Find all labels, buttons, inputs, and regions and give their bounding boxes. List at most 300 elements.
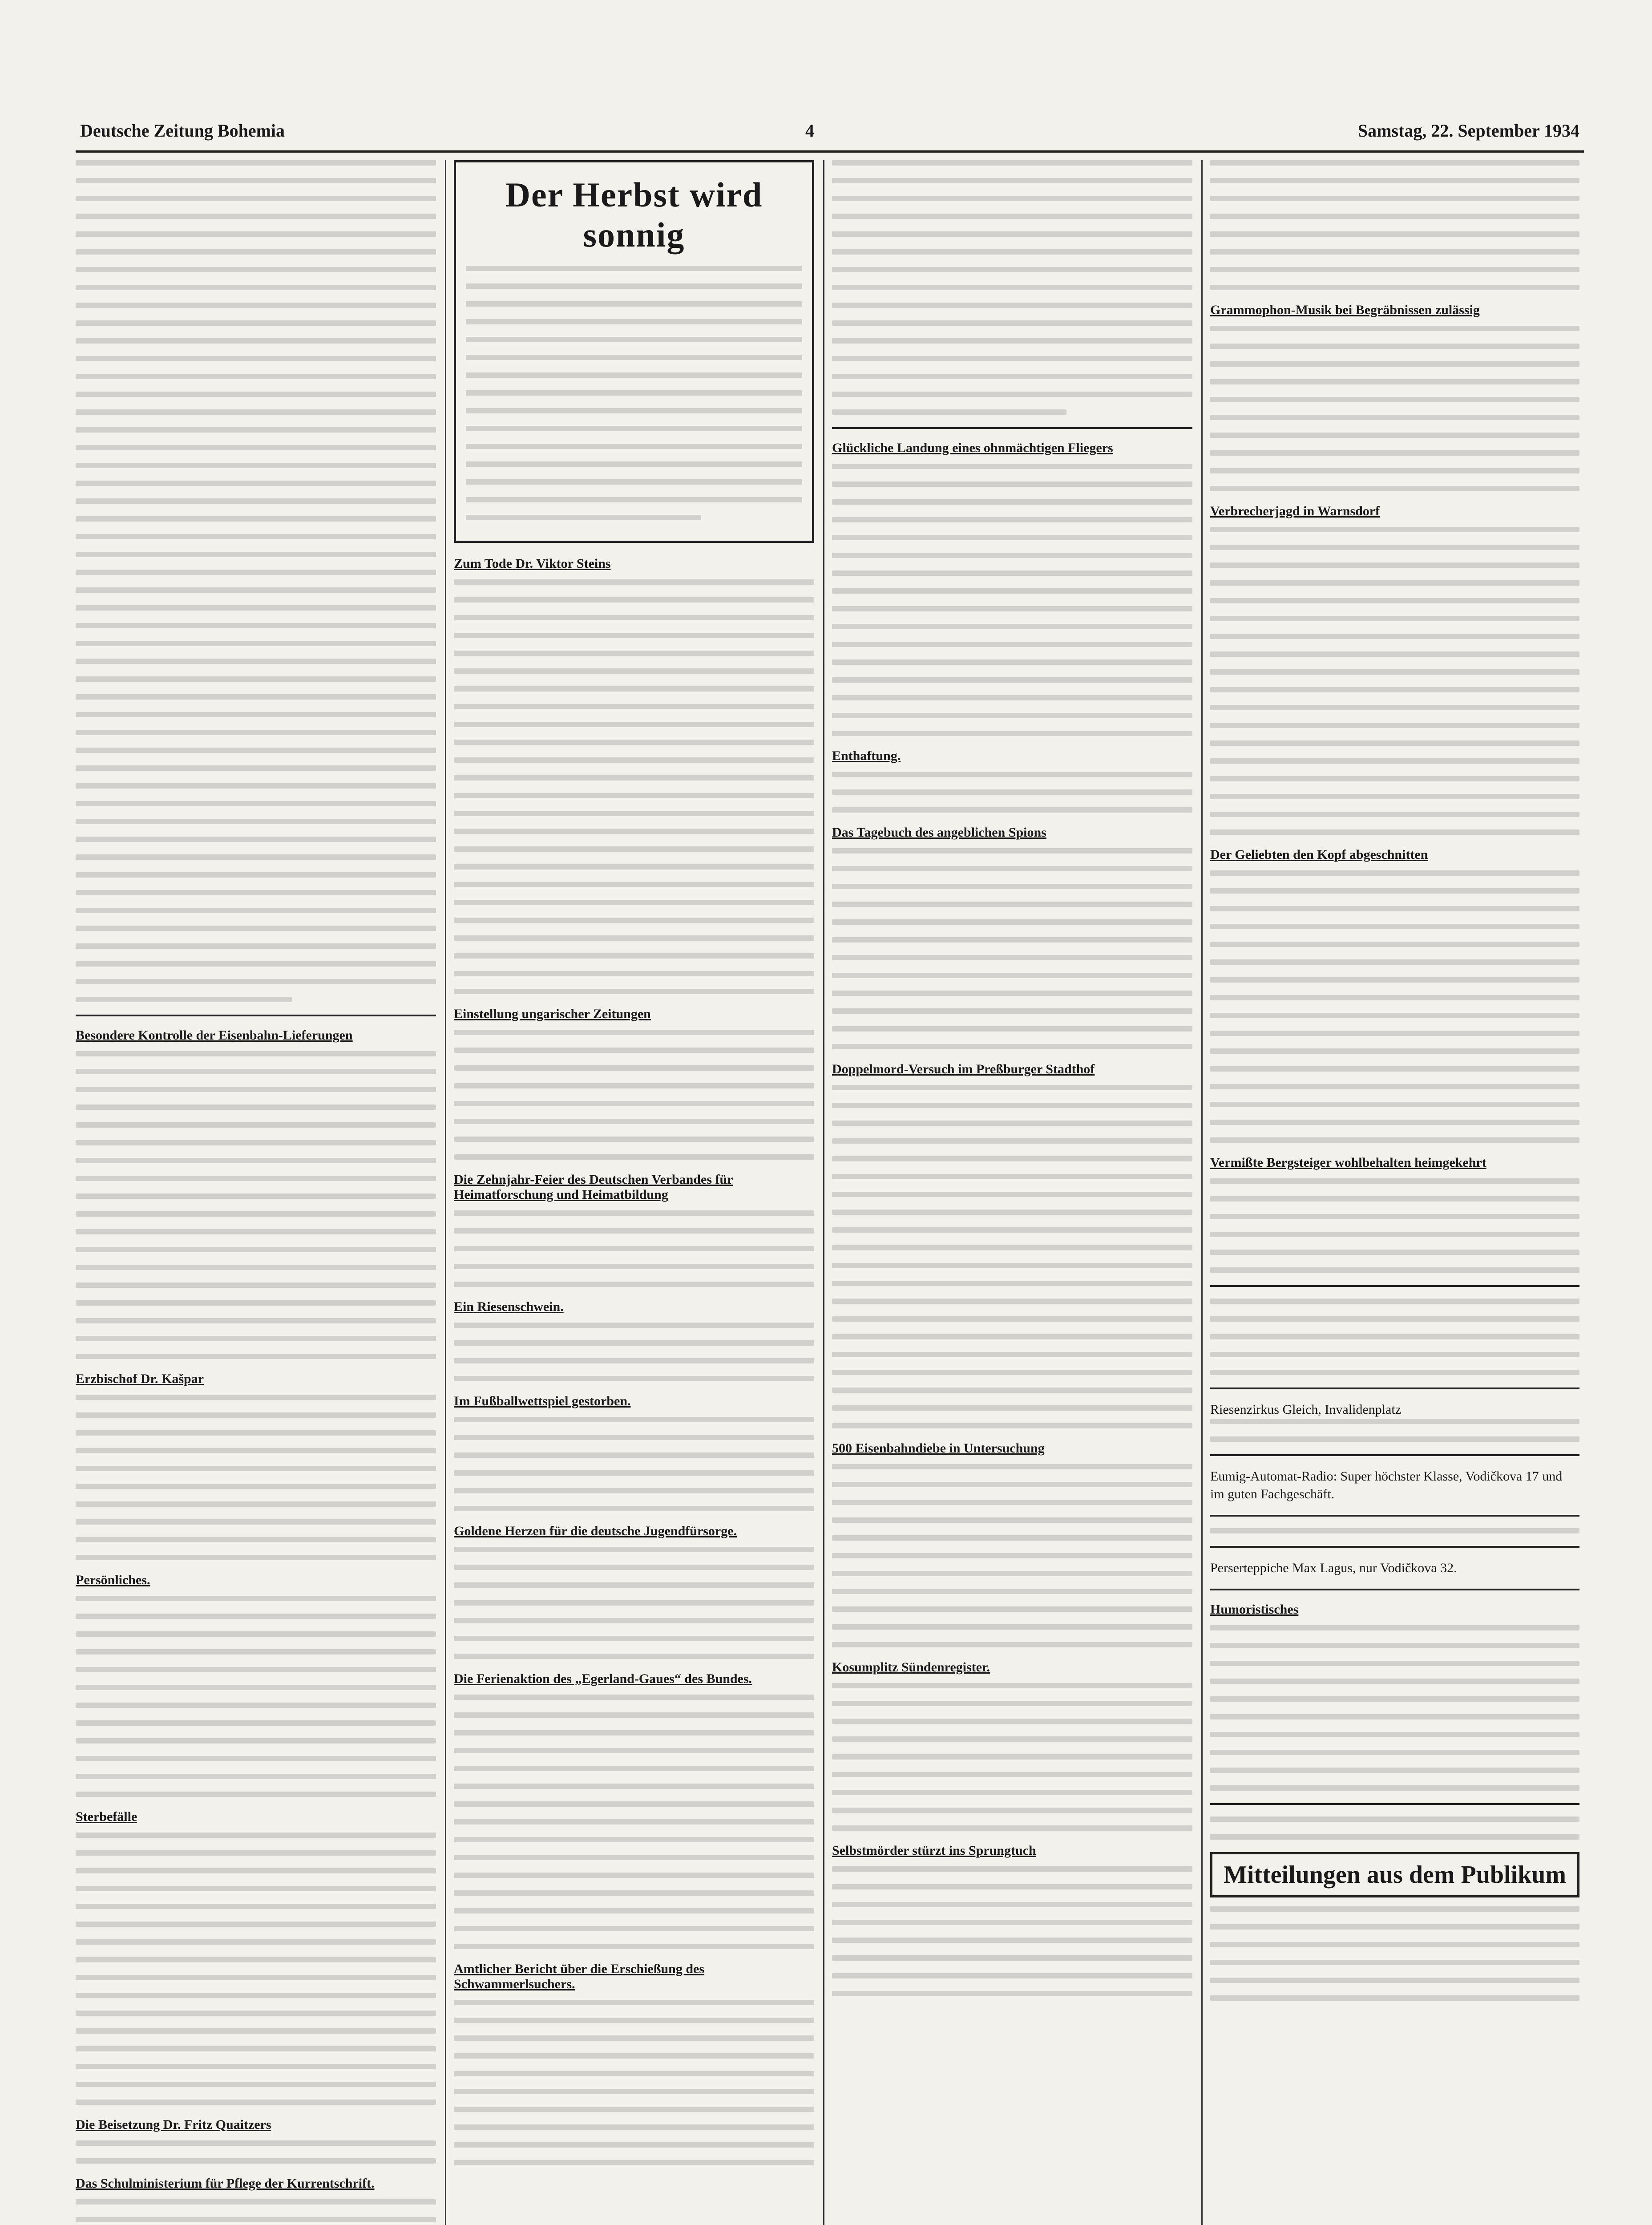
text-line: [76, 908, 436, 913]
text-line: [832, 409, 1066, 415]
text-line: [454, 1855, 814, 1860]
text-line: [466, 497, 802, 502]
text-line: [1210, 977, 1579, 983]
text-line: [832, 1044, 1192, 1049]
text-line: [466, 408, 802, 413]
text-line: [832, 973, 1192, 978]
text-line: [76, 943, 436, 949]
text-line: [454, 989, 814, 994]
text-line: [76, 1247, 436, 1252]
text-line: [454, 757, 814, 763]
text-line: [832, 1156, 1192, 1161]
page-number: 4: [805, 121, 814, 141]
text-line: [832, 1991, 1192, 1996]
text-line: [76, 2140, 436, 2146]
article-head: Selbstmörder stürzt ins Sprungtuch: [832, 1843, 1036, 1858]
text-line: [454, 1358, 814, 1363]
text-line: [76, 1282, 436, 1288]
text-line: [454, 686, 814, 692]
text-line: [454, 2160, 814, 2165]
text-line: [76, 1756, 436, 1761]
text-line: [76, 1614, 436, 1619]
text-line: [454, 2053, 814, 2059]
text-line: [466, 301, 802, 307]
text-line: [832, 1103, 1192, 1108]
section-rule: [1210, 1285, 1579, 1287]
text-line: [454, 900, 814, 905]
text-line: [1210, 196, 1579, 201]
text-line: [832, 1553, 1192, 1558]
text-line: [466, 390, 802, 396]
article-head: Zum Tode Dr. Viktor Steins: [454, 556, 611, 571]
text-line: [832, 1589, 1192, 1594]
text-line: [832, 1517, 1192, 1523]
text-line: [1210, 1816, 1579, 1822]
text-line: [454, 1547, 814, 1552]
text-line: [76, 1868, 436, 1873]
text-line: [454, 1065, 814, 1071]
text-line: [1210, 723, 1579, 728]
text-line: [832, 1210, 1192, 1215]
text-line: [76, 338, 436, 344]
section-rule: [76, 1015, 436, 1016]
newspaper-page: [76, 102, 1584, 2225]
text-line: [832, 789, 1192, 795]
text-line: [76, 1051, 436, 1056]
text-line: [76, 1631, 436, 1637]
text-line: [76, 1685, 436, 1690]
text-line: [454, 651, 814, 656]
text-line: [832, 1405, 1192, 1411]
section-rule: [1210, 1515, 1579, 1517]
text-line: [466, 515, 701, 520]
text-line: [76, 979, 436, 984]
text-line: [832, 1121, 1192, 1126]
text-line: [832, 695, 1192, 700]
text-line: [832, 1754, 1192, 1760]
text-line: [466, 461, 802, 467]
text-line: [76, 712, 436, 717]
text-line: [76, 1104, 436, 1110]
text-line: [1210, 214, 1579, 219]
text-line: [76, 694, 436, 700]
text-line: [454, 2071, 814, 2076]
section-rule: [1210, 1589, 1579, 1590]
text-line: [832, 1464, 1192, 1469]
text-line: [76, 1774, 436, 1779]
text-line: [1210, 740, 1579, 746]
text-line: [76, 427, 436, 433]
text-line: [1210, 634, 1579, 639]
text-line: [454, 1636, 814, 1641]
text-line: [832, 320, 1192, 326]
date-line: Samstag, 22. September 1934: [1357, 121, 1579, 141]
text-line: [832, 1624, 1192, 1630]
text-line: [76, 1354, 436, 1359]
ad-eumig-radio: Eumig-Automat-Radio: Super höchster Klasse, Vodičkova 17 und im guten Fachgeschäft.: [1210, 1469, 1563, 1501]
text-line: [76, 641, 436, 646]
text-line: [832, 356, 1192, 361]
text-line: [76, 231, 436, 237]
text-line: [1210, 1978, 1579, 1983]
text-line: [832, 588, 1192, 594]
text-line: [1210, 1625, 1579, 1630]
text-line: [1210, 1643, 1579, 1648]
text-line: [454, 1695, 814, 1700]
featured-title: Der Herbst wird sonnig: [505, 175, 763, 254]
text-line: [76, 605, 436, 611]
column-4: [1210, 160, 1579, 2225]
section-rule: [832, 427, 1192, 429]
text-line: [454, 1228, 814, 1234]
text-line: [1210, 794, 1579, 799]
text-line: [832, 1316, 1192, 1322]
text-line: [454, 1154, 814, 1160]
text-line: [76, 445, 436, 450]
text-line: [76, 1300, 436, 1306]
text-line: [832, 481, 1192, 487]
text-line: [832, 392, 1192, 397]
text-line: [1210, 1316, 1579, 1322]
text-line: [1210, 1661, 1579, 1666]
text-line: [832, 884, 1192, 889]
text-line: [832, 659, 1192, 665]
text-line: [832, 902, 1192, 907]
text-line: [832, 772, 1192, 777]
section-rule: [1210, 1388, 1579, 1389]
text-line: [454, 1246, 814, 1251]
text-line: [76, 1555, 436, 1560]
text-line: [454, 633, 814, 638]
text-line: [454, 1119, 814, 1124]
text-line: [76, 303, 436, 308]
column-divider: [445, 160, 446, 2225]
article-head: Enthaftung.: [832, 748, 901, 763]
text-line: [76, 498, 436, 504]
text-line: [1210, 580, 1579, 586]
article-head: Vermißte Bergsteiger wohlbehalten heimgekehrt: [1210, 1155, 1486, 1170]
featured-article-box: [454, 160, 814, 543]
text-line: [1210, 1679, 1579, 1684]
article-head: Grammophon-Musik bei Begräbnissen zulässig: [1210, 303, 1480, 317]
mitteilungen-heading: Mitteilungen aus dem Publikum: [1210, 1852, 1579, 1897]
text-line: [76, 1265, 436, 1270]
header-rule: [76, 150, 1584, 153]
text-line: [454, 1137, 814, 1142]
text-line: [832, 1920, 1192, 1925]
text-line: [832, 553, 1192, 558]
text-line: [832, 1227, 1192, 1233]
paper-name: Deutsche Zeitung Bohemia: [80, 121, 285, 141]
text-line: [1210, 995, 1579, 1000]
text-line: [832, 535, 1192, 540]
text-line: [832, 231, 1192, 237]
text-line: [832, 1174, 1192, 1179]
text-line: [454, 1712, 814, 1718]
text-line: [76, 1886, 436, 1891]
text-line: [76, 1850, 436, 1856]
text-line: [832, 1736, 1192, 1742]
article-head: Das Schulministerium für Pflege der Kurrentschrift.: [76, 2176, 375, 2191]
text-line: [1210, 1250, 1579, 1255]
text-line: [832, 499, 1192, 505]
text-line: [832, 1825, 1192, 1831]
text-line: [466, 266, 802, 271]
text-line: [832, 1299, 1192, 1304]
text-line: [832, 1352, 1192, 1357]
text-line: [466, 319, 802, 324]
article-head: Die Beisetzung Dr. Fritz Quaitzers: [76, 2117, 271, 2132]
article-head: Erzbischof Dr. Kašpar: [76, 1371, 204, 1386]
text-line: [76, 1087, 436, 1092]
text-line: [454, 1890, 814, 1896]
article-head: Goldene Herzen für die deutsche Jugendfürsorge.: [454, 1524, 737, 1538]
text-line: [76, 1833, 436, 1838]
text-line: [454, 1837, 814, 1842]
text-line: [454, 1264, 814, 1269]
text-line: [454, 1435, 814, 1440]
text-line: [832, 1085, 1192, 1090]
column-3: [832, 160, 1192, 2225]
text-line: [454, 1376, 814, 1381]
text-line: [1210, 468, 1579, 473]
text-line: [832, 1388, 1192, 1393]
text-line: [454, 918, 814, 923]
text-line: [832, 1026, 1192, 1032]
text-line: [832, 713, 1192, 718]
text-line: [832, 303, 1192, 308]
article-head: Sterbefälle: [76, 1809, 137, 1824]
text-line: [832, 606, 1192, 611]
text-line: [454, 1506, 814, 1511]
text-line: [76, 178, 436, 183]
text-line: [76, 2217, 436, 2222]
text-line: [832, 642, 1192, 647]
text-line: [76, 2064, 436, 2069]
article-head: Doppelmord-Versuch im Preßburger Stadthof: [832, 1062, 1095, 1076]
text-line: [76, 854, 436, 860]
text-line: [832, 1571, 1192, 1576]
text-line: [1210, 160, 1579, 166]
text-line: [832, 677, 1192, 683]
article-head: Die Zehnjahr-Feier des Deutschen Verbandes für Heimatforschung und Heimatbildung: [454, 1172, 733, 1202]
text-line: [454, 1766, 814, 1771]
text-line: [1210, 178, 1579, 183]
text-line: [76, 552, 436, 557]
text-line: [454, 1565, 814, 1570]
text-line: [1210, 415, 1579, 420]
text-line: [76, 1211, 436, 1217]
text-line: [832, 1866, 1192, 1872]
text-line: [1210, 1785, 1579, 1791]
text-line: [1210, 486, 1579, 491]
text-line: [76, 516, 436, 522]
text-line: [76, 196, 436, 201]
text-line: [1210, 669, 1579, 675]
text-line: [832, 1482, 1192, 1487]
article-head: Kosumplitz Sündenregister.: [832, 1660, 990, 1675]
text-line: [76, 481, 436, 486]
text-line: [832, 807, 1192, 813]
article-head: Amtlicher Bericht über die Erschießung des Schwammerlsuchers.: [454, 1962, 705, 1991]
text-line: [76, 1537, 436, 1542]
ad-riesenzirkus: Riesenzirkus Gleich, Invalidenplatz: [1210, 1402, 1402, 1417]
text-line: [454, 882, 814, 887]
text-line: [76, 267, 436, 272]
text-line: [76, 320, 436, 326]
column-divider: [1201, 160, 1203, 2225]
section-rule: [1210, 1546, 1579, 1548]
text-line: [454, 1784, 814, 1789]
text-line: [1210, 1352, 1579, 1357]
article-head: Glückliche Landung eines ohnmächtigen Fliegers: [832, 441, 1113, 455]
text-line: [454, 2142, 814, 2148]
text-line: [1210, 906, 1579, 911]
text-line: [832, 1955, 1192, 1961]
text-line: [1210, 397, 1579, 402]
text-line: [832, 178, 1192, 183]
text-line: [76, 1448, 436, 1453]
text-line: [1210, 1419, 1579, 1424]
text-line: [832, 848, 1192, 854]
text-line: [76, 1649, 436, 1655]
text-line: [832, 1938, 1192, 1943]
text-line: [76, 1412, 436, 1418]
text-line: [832, 1423, 1192, 1428]
text-line: [454, 2107, 814, 2112]
text-line: [1210, 651, 1579, 657]
text-line: [832, 955, 1192, 960]
text-line: [1210, 1267, 1579, 1273]
text-line: [832, 160, 1192, 166]
text-line: [1210, 527, 1579, 532]
text-line: [1210, 758, 1579, 764]
text-line: [76, 1395, 436, 1400]
text-line: [454, 775, 814, 781]
text-line: [832, 1535, 1192, 1541]
text-line: [454, 829, 814, 834]
text-line: [454, 1908, 814, 1914]
text-line: [1210, 888, 1579, 894]
text-line: [832, 1808, 1192, 1813]
text-line: [76, 2028, 436, 2034]
text-line: [1210, 1696, 1579, 1702]
text-line: [1210, 1120, 1579, 1125]
text-line: [832, 1245, 1192, 1250]
text-line: [1210, 1214, 1579, 1219]
text-line: [1210, 1906, 1579, 1912]
text-line: [1210, 1768, 1579, 1773]
text-line: [832, 1606, 1192, 1612]
text-line: [76, 1193, 436, 1199]
text-line: [454, 971, 814, 976]
text-line: [76, 463, 436, 468]
text-line: [454, 1944, 814, 1949]
text-line: [1210, 1299, 1579, 1304]
text-line: [76, 1738, 436, 1744]
text-line: [1210, 1732, 1579, 1737]
text-line: [832, 1683, 1192, 1688]
text-line: [832, 267, 1192, 272]
text-line: [1210, 705, 1579, 710]
text-line: [832, 517, 1192, 522]
text-line: [76, 1792, 436, 1797]
text-line: [832, 1008, 1192, 1014]
text-line: [832, 338, 1192, 344]
text-line: [1210, 1137, 1579, 1143]
text-line: [1210, 344, 1579, 349]
ad-perserteppiche: Perserteppiche Max Lagus, nur Vodičkova 32.: [1210, 1561, 1457, 1575]
text-line: [1210, 249, 1579, 255]
text-line: [832, 991, 1192, 996]
text-line: [454, 1470, 814, 1476]
text-line: [76, 570, 436, 575]
text-line: [832, 464, 1192, 469]
text-line: [1210, 361, 1579, 367]
text-line: [454, 864, 814, 870]
text-line: [832, 919, 1192, 925]
text-line: [1210, 959, 1579, 965]
text-line: [76, 765, 436, 771]
text-line: [76, 1501, 436, 1507]
text-line: [76, 2199, 436, 2205]
text-line: [76, 926, 436, 931]
text-line: [76, 1975, 436, 1980]
text-line: [76, 748, 436, 753]
text-line: [832, 1138, 1192, 1144]
text-line: [832, 285, 1192, 290]
text-line: [454, 1210, 814, 1216]
text-line: [454, 740, 814, 745]
text-line: [1210, 812, 1579, 817]
text-line: [466, 355, 802, 360]
text-line: [76, 356, 436, 361]
text-line: [76, 801, 436, 806]
text-line: [466, 444, 802, 449]
text-line: [76, 1667, 436, 1672]
text-line: [454, 1748, 814, 1753]
article-head: Einstellung ungarischer Zeitungen: [454, 1007, 651, 1021]
text-line: [76, 1596, 436, 1601]
text-line: [76, 587, 436, 593]
text-line: [1210, 1942, 1579, 1947]
text-line: [454, 1730, 814, 1736]
text-line: [832, 1281, 1192, 1286]
text-line: [76, 1939, 436, 1945]
column-divider: [823, 160, 824, 2225]
text-line: [832, 1884, 1192, 1889]
text-line: [832, 1973, 1192, 1978]
text-line: [1210, 1066, 1579, 1072]
text-line: [76, 1069, 436, 1074]
text-line: [76, 1122, 436, 1128]
text-line: [1210, 1436, 1579, 1442]
text-line: [454, 793, 814, 798]
text-line: [454, 935, 814, 941]
text-line: [832, 374, 1192, 379]
text-line: [76, 1993, 436, 1998]
text-line: [832, 1719, 1192, 1724]
text-line: [1210, 1995, 1579, 2001]
text-line: [454, 1030, 814, 1035]
text-line: [454, 1801, 814, 1807]
text-line: [76, 1904, 436, 1909]
text-line: [454, 2000, 814, 2005]
text-line: [454, 1323, 814, 1328]
text-line: [832, 1790, 1192, 1795]
text-line: [76, 249, 436, 255]
text-line: [454, 846, 814, 852]
